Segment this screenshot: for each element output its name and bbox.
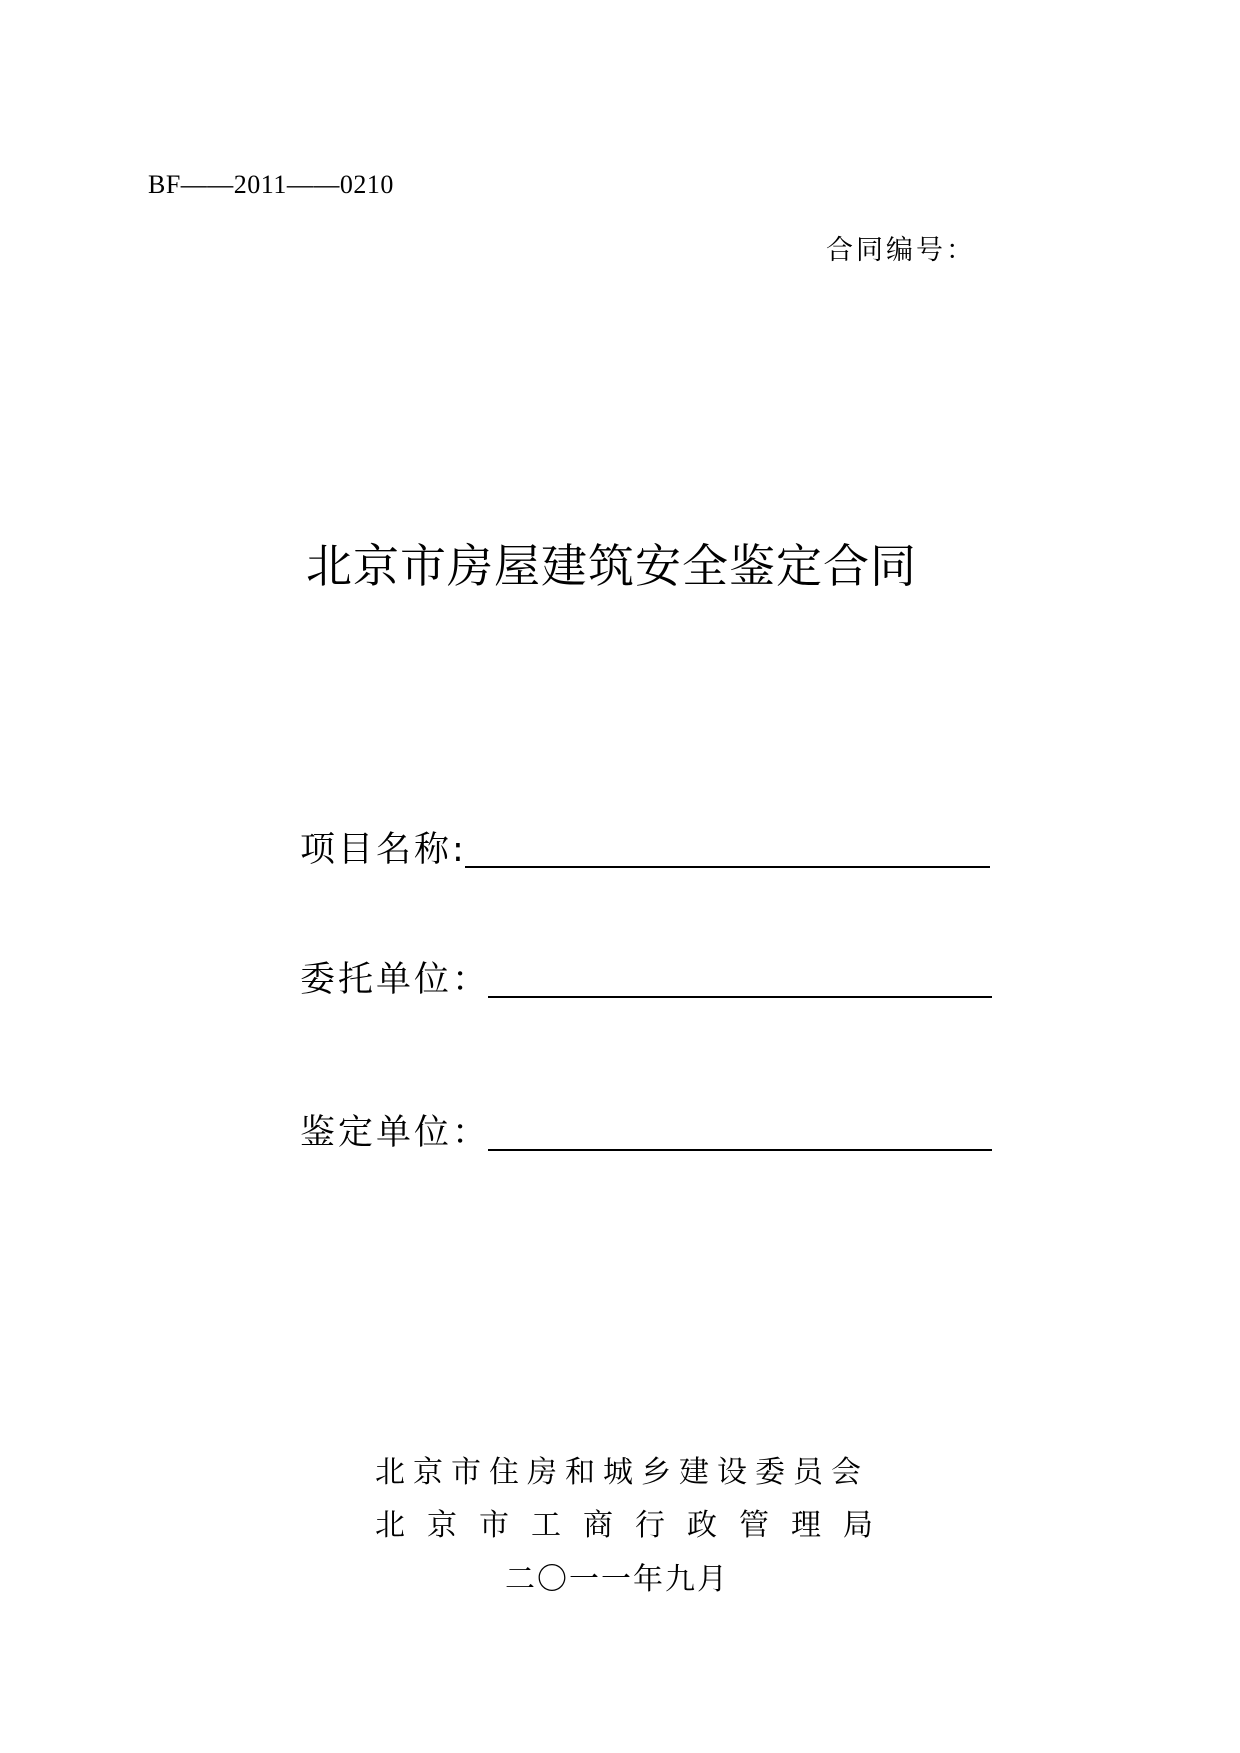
form-code: BF——2011——0210 (148, 170, 394, 199)
contract-number-label: 合同编号： (826, 235, 976, 266)
issuer-industry-commerce-bureau: 北京市工商行政管理局 (375, 1508, 895, 1543)
project-name-label: 项目名称: (300, 830, 467, 870)
issue-date: 二〇一一年九月 (505, 1562, 729, 1597)
issuer-housing-commission: 北京市住房和城乡建设委员会 (375, 1455, 869, 1490)
appraiser-field (300, 1101, 490, 1151)
client-label: 委托单位： (300, 960, 491, 1000)
client-input-line[interactable] (488, 996, 992, 998)
document-title: 北京市房屋建筑安全鉴定合同 (306, 539, 917, 593)
appraiser-input-line[interactable] (488, 1149, 992, 1151)
project-name-input-line[interactable] (465, 866, 990, 868)
appraiser-label: 鉴定单位： (300, 1113, 491, 1153)
project-name-field (300, 818, 467, 868)
client-field (300, 948, 490, 998)
